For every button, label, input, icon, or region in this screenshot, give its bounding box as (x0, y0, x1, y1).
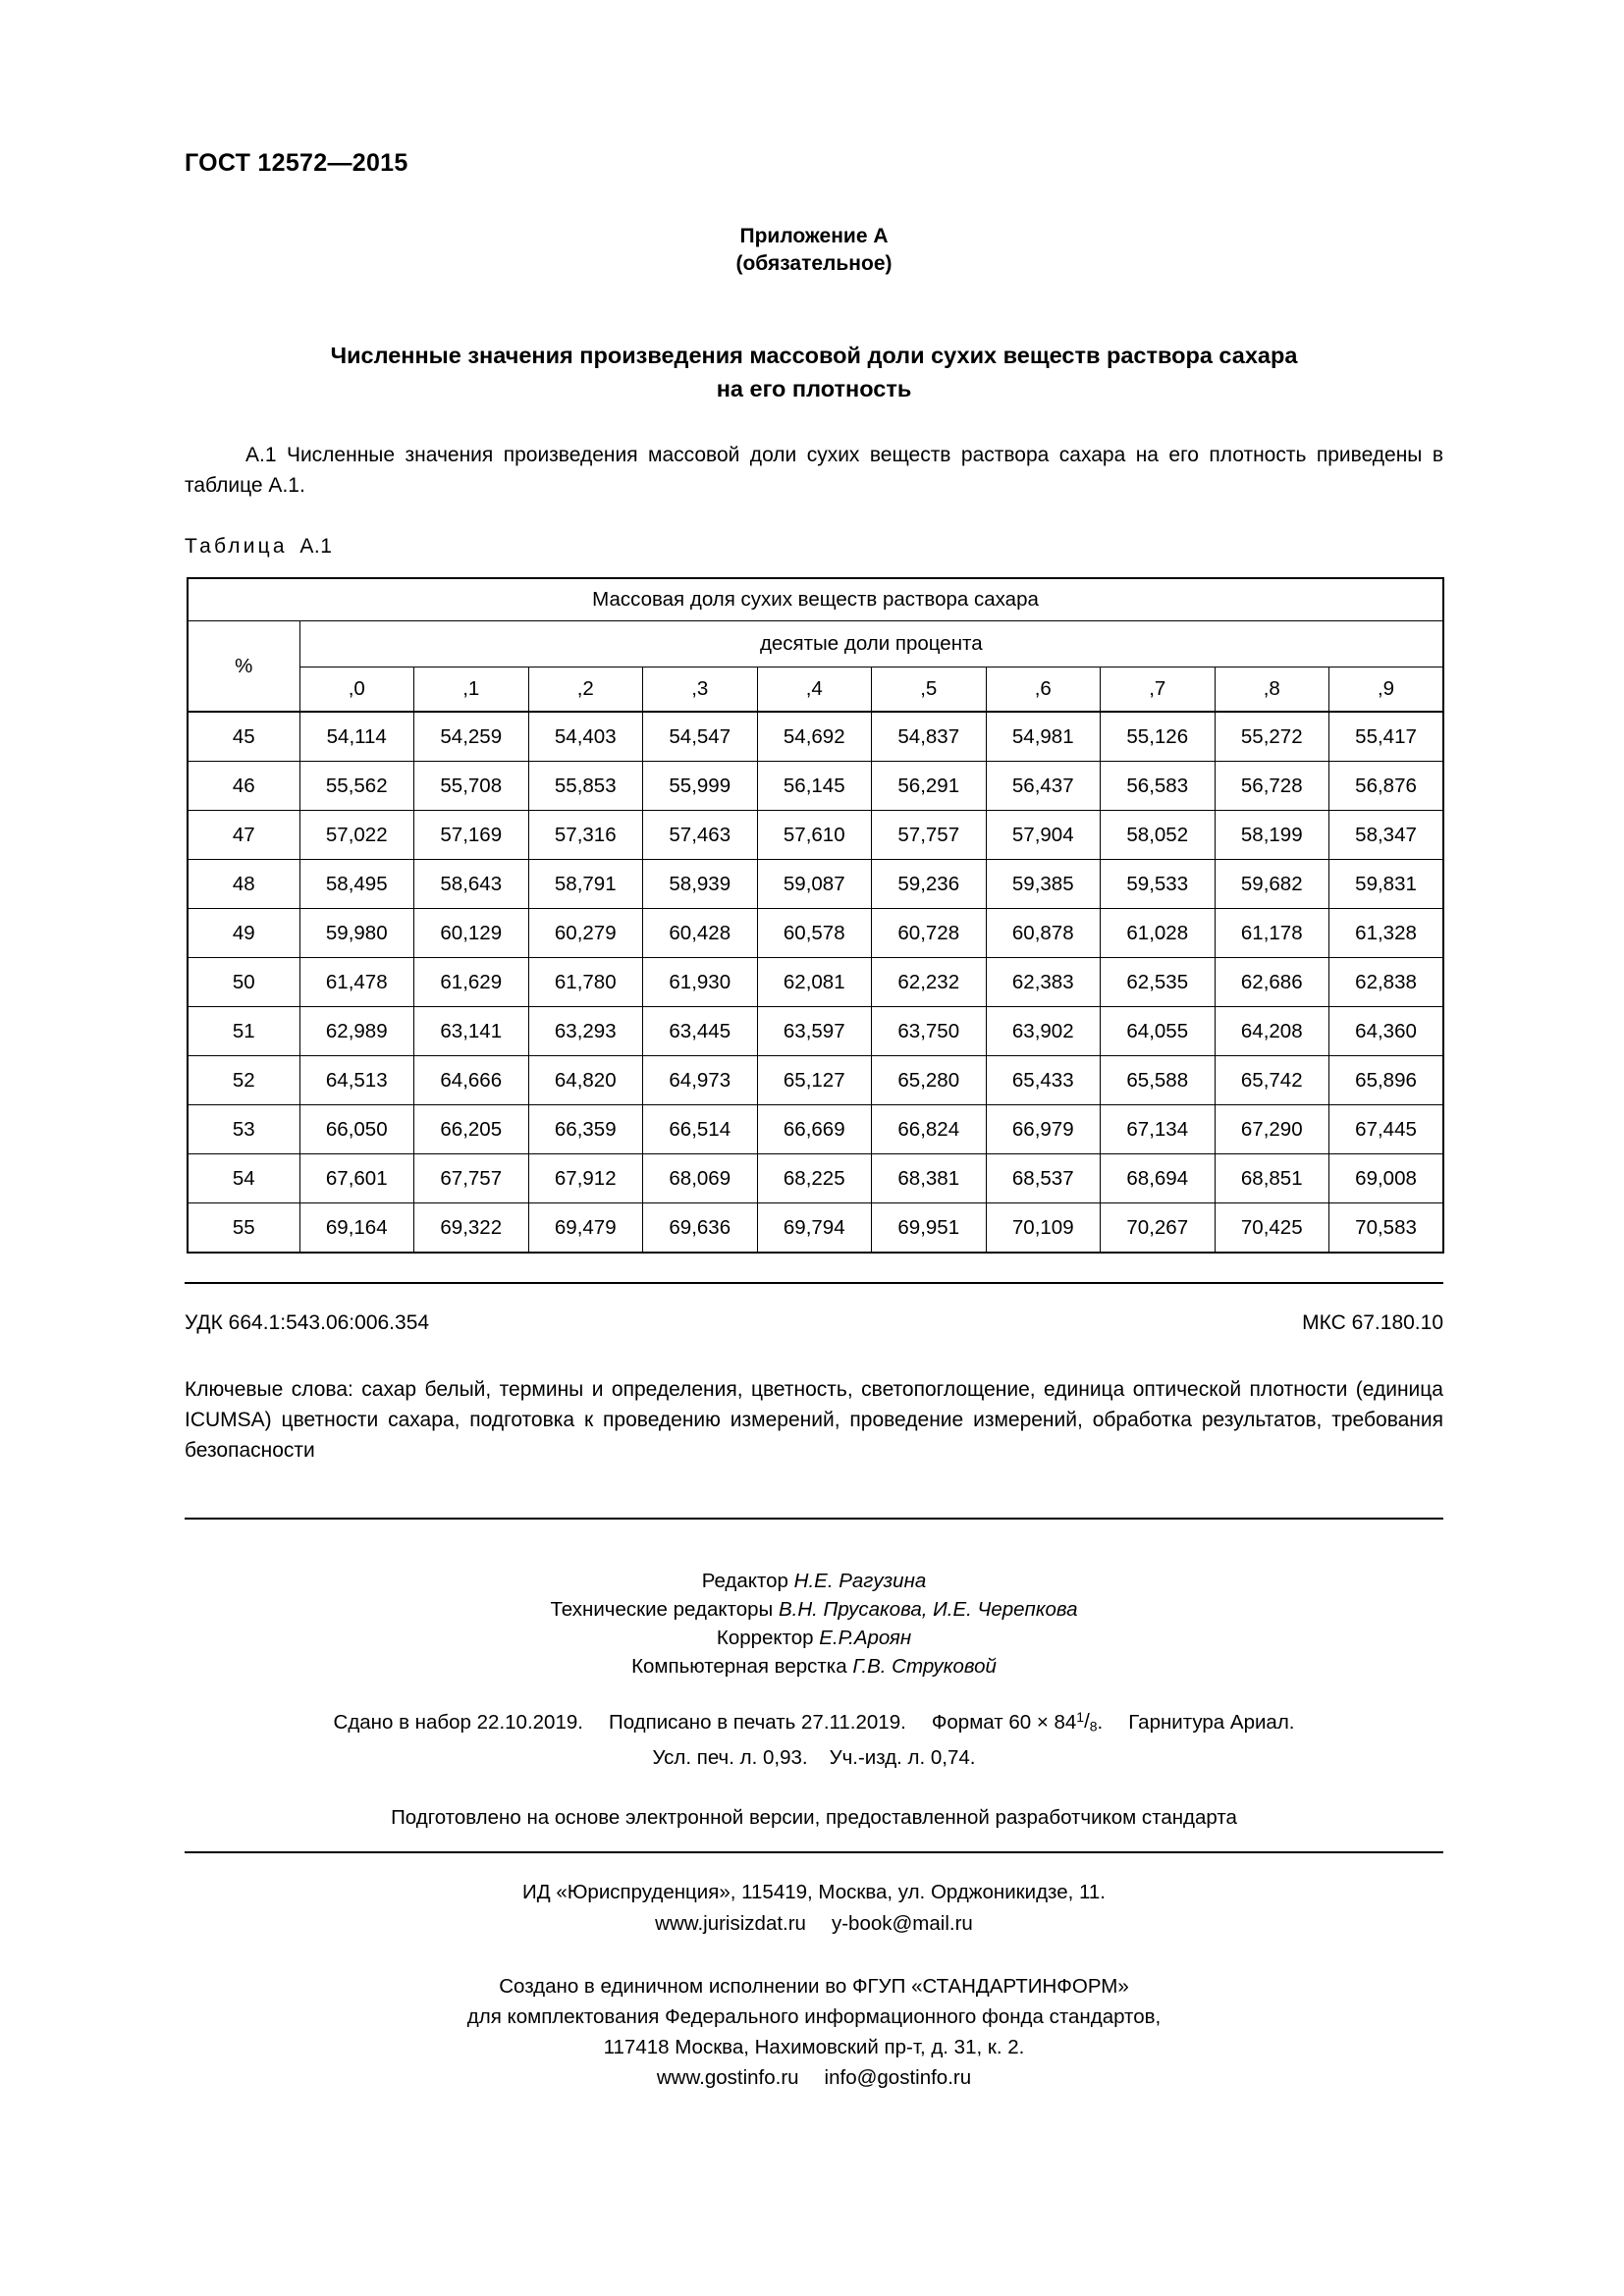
appendix-label: Приложение А (739, 225, 889, 247)
table-cell: 55,562 (299, 762, 414, 811)
table-cell: 62,383 (986, 958, 1101, 1007)
table-cell: 58,791 (528, 860, 643, 909)
table-header-row-span (188, 578, 1443, 621)
prepared-note: Подготовлено на основе электронной версии, предоставленной разработчиком стандарта (391, 1806, 1237, 1829)
table-cell: 59,087 (757, 860, 872, 909)
table-row-percent: 46 (188, 762, 299, 811)
data-table-wrapper (187, 577, 1442, 1254)
credit-corrector-name: Е.Р.Ароян (819, 1627, 912, 1649)
credit-editor-label: Редактор (701, 1570, 788, 1592)
table-cell: 61,629 (414, 958, 529, 1007)
table-cell: 63,141 (414, 1007, 529, 1056)
table-row-percent: 49 (188, 909, 299, 958)
print-info-line-2 (185, 1742, 1443, 1773)
table-cell: 69,636 (643, 1203, 758, 1254)
table-row-percent: 47 (188, 811, 299, 860)
table-cell: 56,728 (1215, 762, 1329, 811)
document-code: ГОСТ 12572—2015 (185, 149, 408, 177)
table-cell: 64,820 (528, 1056, 643, 1105)
table-cell: 70,267 (1101, 1203, 1216, 1254)
table-cell: 68,851 (1215, 1154, 1329, 1203)
table-cell: 68,537 (986, 1154, 1101, 1203)
standartinform-line-1: Создано в единичном исполнении во ФГУП «СТАНДАРТИНФОРМ» (499, 1975, 1129, 1998)
table-col-header: ,4 (757, 667, 872, 713)
print-format-tail: . (1097, 1710, 1104, 1734)
table-row (188, 958, 1443, 1007)
table-row-percent: 52 (188, 1056, 299, 1105)
table-cell: 68,694 (1101, 1154, 1216, 1203)
table-cell: 64,973 (643, 1056, 758, 1105)
table-cell: 59,980 (299, 909, 414, 958)
table-cell: 61,178 (1215, 909, 1329, 958)
table-cell: 55,708 (414, 762, 529, 811)
table-cell: 65,433 (986, 1056, 1101, 1105)
table-cell: 56,876 (1329, 762, 1444, 811)
table-cell: 59,831 (1329, 860, 1444, 909)
publisher-email[interactable]: y-book@mail.ru (831, 1912, 973, 1935)
print-uch: Уч.-изд. л. 0,74. (829, 1746, 976, 1770)
table-cell: 55,999 (643, 762, 758, 811)
table-cell: 67,912 (528, 1154, 643, 1203)
table-cell: 65,896 (1329, 1056, 1444, 1105)
table-cell: 56,583 (1101, 762, 1216, 811)
table-row (188, 712, 1443, 762)
table-header-percent: % (188, 621, 299, 713)
print-format-numerator: 1 (1076, 1709, 1085, 1725)
intro-text: А.1 Численные значения произведения массовой доли сухих веществ раствора сахара на его плотность приведены в таблице А.1. (185, 444, 1443, 497)
publisher-block (185, 1877, 1443, 1940)
table-cell: 59,533 (1101, 860, 1216, 909)
table-cell: 61,028 (1101, 909, 1216, 958)
table-col-header: ,5 (872, 667, 987, 713)
table-cell: 62,838 (1329, 958, 1444, 1007)
table-cell: 63,597 (757, 1007, 872, 1056)
table-cell: 61,780 (528, 958, 643, 1007)
table-cell: 55,126 (1101, 712, 1216, 762)
table-cell: 60,129 (414, 909, 529, 958)
table-cell: 66,669 (757, 1105, 872, 1154)
table-cell: 64,208 (1215, 1007, 1329, 1056)
table-cell: 65,588 (1101, 1056, 1216, 1105)
table-cell: 68,225 (757, 1154, 872, 1203)
table-row (188, 1203, 1443, 1254)
table-cell: 69,008 (1329, 1154, 1444, 1203)
table-cell: 58,199 (1215, 811, 1329, 860)
table-cell: 56,291 (872, 762, 987, 811)
table-caption (185, 535, 332, 559)
print-typeface: Гарнитура Ариал. (1128, 1710, 1295, 1734)
table-row (188, 811, 1443, 860)
table-cell: 65,127 (757, 1056, 872, 1105)
table-cell: 58,643 (414, 860, 529, 909)
credit-corrector-label: Корректор (716, 1627, 814, 1649)
table-cell: 54,259 (414, 712, 529, 762)
table-cell: 66,205 (414, 1105, 529, 1154)
table-cell: 54,403 (528, 712, 643, 762)
table-cell: 60,428 (643, 909, 758, 958)
table-cell: 54,547 (643, 712, 758, 762)
table-cell: 69,322 (414, 1203, 529, 1254)
table-cell: 56,437 (986, 762, 1101, 811)
table-header-row-cols (188, 667, 1443, 713)
table-cell: 66,050 (299, 1105, 414, 1154)
table-row (188, 1105, 1443, 1154)
table-cell: 58,939 (643, 860, 758, 909)
intro-paragraph (185, 440, 1443, 501)
table-cell: 54,114 (299, 712, 414, 762)
table-cell: 60,279 (528, 909, 643, 958)
credit-corrector (185, 1624, 1443, 1652)
table-cell: 54,837 (872, 712, 987, 762)
table-header-tenths: десятые доли процента (299, 621, 1443, 667)
credit-tech-editors-names: В.Н. Прусакова, И.Е. Черепкова (778, 1598, 1078, 1621)
publisher-address: ИД «Юриспруденция», 115419, Москва, ул. Орджоникидзе, 11. (522, 1881, 1106, 1903)
table-cell: 57,463 (643, 811, 758, 860)
table-cell: 57,169 (414, 811, 529, 860)
table-row (188, 860, 1443, 909)
table-cell: 64,360 (1329, 1007, 1444, 1056)
table-cell: 69,479 (528, 1203, 643, 1254)
print-format-fraction: $^1/_8$ (1076, 1709, 1098, 1735)
table-cell: 62,686 (1215, 958, 1329, 1007)
table-cell: 70,583 (1329, 1203, 1444, 1254)
table-cell: 57,610 (757, 811, 872, 860)
table-col-header: ,0 (299, 667, 414, 713)
credit-layout-name: Г.В. Струковой (852, 1655, 997, 1678)
table-cell: 68,381 (872, 1154, 987, 1203)
table-cell: 66,514 (643, 1105, 758, 1154)
table-cell: 64,666 (414, 1056, 529, 1105)
table-col-header: ,3 (643, 667, 758, 713)
table-cell: 62,081 (757, 958, 872, 1007)
standartinform-website[interactable]: www.gostinfo.ru (656, 2066, 799, 2089)
table-cell: 67,290 (1215, 1105, 1329, 1154)
appendix-heading (185, 223, 1443, 278)
table-cell: 61,478 (299, 958, 414, 1007)
table-cell: 62,232 (872, 958, 987, 1007)
table-cell: 66,824 (872, 1105, 987, 1154)
table-cell: 67,757 (414, 1154, 529, 1203)
standartinform-line-3: 117418 Москва, Нахимовский пр-т, д. 31, к. 2. (603, 2036, 1025, 2058)
table-cell: 59,385 (986, 860, 1101, 909)
divider-below-keywords (185, 1518, 1443, 1520)
divider-above-udk (185, 1282, 1443, 1284)
table-row (188, 1154, 1443, 1203)
credit-editor-name: Н.Е. Рагузина (793, 1570, 927, 1592)
table-cell: 58,052 (1101, 811, 1216, 860)
table-cell: 65,742 (1215, 1056, 1329, 1105)
table-cell: 65,280 (872, 1056, 987, 1105)
keywords-paragraph: Ключевые слова: сахар белый, термины и определения, цветность, светопоглощение, единица оптической плотности (единица ICUMSA) цветности сахара, подготовка к проведению измерений, проведение измерений, обработка результатов, требования безопасности (185, 1378, 1443, 1462)
appendix-status: (обязательное) (735, 252, 893, 275)
table-col-header: ,6 (986, 667, 1101, 713)
print-signed: Подписано в печать 27.11.2019. (608, 1710, 906, 1734)
credits-block (185, 1567, 1443, 1681)
print-usl: Усл. печ. л. 0,93. (652, 1746, 808, 1770)
table-cell: 57,316 (528, 811, 643, 860)
classification-line (185, 1311, 1443, 1335)
table-cell: 57,904 (986, 811, 1101, 860)
credit-editor (185, 1567, 1443, 1595)
table-cell: 63,445 (643, 1007, 758, 1056)
table-row-percent: 55 (188, 1203, 299, 1254)
table-cell: 54,981 (986, 712, 1101, 762)
table-row-percent: 54 (188, 1154, 299, 1203)
table-cell: 66,979 (986, 1105, 1101, 1154)
table-col-header: ,1 (414, 667, 529, 713)
page-title-line-2: на его плотность (716, 376, 912, 401)
table-cell: 67,601 (299, 1154, 414, 1203)
divider-above-publisher (185, 1851, 1443, 1853)
table-col-header: ,8 (1215, 667, 1329, 713)
table-cell: 64,055 (1101, 1007, 1216, 1056)
data-table (187, 577, 1444, 1254)
table-cell: 57,757 (872, 811, 987, 860)
credit-tech-editors (185, 1595, 1443, 1624)
table-cell: 63,750 (872, 1007, 987, 1056)
standartinform-line-2: для комплектования Федерального информационного фонда стандартов, (466, 2005, 1162, 2028)
credit-tech-editors-label: Технические редакторы (550, 1598, 774, 1621)
table-cell: 57,022 (299, 811, 414, 860)
table-caption-number: А.1 (299, 535, 333, 558)
table-row (188, 1007, 1443, 1056)
table-cell: 70,425 (1215, 1203, 1329, 1254)
page-title-line-1: Численные значения произведения массовой доли сухих веществ раствора сахара (330, 343, 1298, 368)
publisher-website[interactable]: www.jurisizdat.ru (655, 1912, 806, 1935)
table-body (188, 712, 1443, 1253)
table-col-header: ,9 (1329, 667, 1444, 713)
table-cell: 59,682 (1215, 860, 1329, 909)
table-cell: 64,513 (299, 1056, 414, 1105)
table-cell: 59,236 (872, 860, 987, 909)
table-row-percent: 50 (188, 958, 299, 1007)
table-cell: 60,878 (986, 909, 1101, 958)
standartinform-email[interactable]: info@gostinfo.ru (824, 2066, 972, 2089)
table-row-percent: 51 (188, 1007, 299, 1056)
table-cell: 61,930 (643, 958, 758, 1007)
standartinform-block (185, 1971, 1443, 2093)
print-format-label: Формат 60 × 84 (931, 1710, 1077, 1734)
table-cell: 60,578 (757, 909, 872, 958)
table-cell: 66,359 (528, 1105, 643, 1154)
table-cell: 67,445 (1329, 1105, 1444, 1154)
print-info-block (185, 1703, 1443, 1773)
page-title (185, 339, 1443, 405)
mks-code: МКС 67.180.10 (1302, 1311, 1443, 1334)
table-cell: 62,535 (1101, 958, 1216, 1007)
table-header-main: Массовая доля сухих веществ раствора сахара (188, 578, 1443, 621)
table-cell: 55,272 (1215, 712, 1329, 762)
table-cell: 60,728 (872, 909, 987, 958)
table-cell: 55,853 (528, 762, 643, 811)
table-cell: 58,495 (299, 860, 414, 909)
table-row (188, 1056, 1443, 1105)
print-info-line-1 (185, 1703, 1443, 1742)
table-cell: 63,902 (986, 1007, 1101, 1056)
table-col-header: ,7 (1101, 667, 1216, 713)
table-cell: 63,293 (528, 1007, 643, 1056)
table-cell: 69,794 (757, 1203, 872, 1254)
table-caption-label: Таблица (185, 535, 288, 558)
table-cell: 54,692 (757, 712, 872, 762)
table-cell: 61,328 (1329, 909, 1444, 958)
publisher-contacts (185, 1908, 1443, 1940)
table-cell: 55,417 (1329, 712, 1444, 762)
table-row (188, 909, 1443, 958)
table-cell: 67,134 (1101, 1105, 1216, 1154)
table-row-percent: 48 (188, 860, 299, 909)
print-submitted: Сдано в набор 22.10.2019. (333, 1710, 583, 1734)
table-cell: 56,145 (757, 762, 872, 811)
table-cell: 69,951 (872, 1203, 987, 1254)
table-row (188, 762, 1443, 811)
table-row-percent: 53 (188, 1105, 299, 1154)
credit-layout (185, 1652, 1443, 1681)
table-head (188, 578, 1443, 712)
table-cell: 68,069 (643, 1154, 758, 1203)
table-cell: 70,109 (986, 1203, 1101, 1254)
standartinform-contacts (185, 2062, 1443, 2093)
table-cell: 69,164 (299, 1203, 414, 1254)
credit-layout-label: Компьютерная верстка (631, 1655, 847, 1678)
table-cell: 58,347 (1329, 811, 1444, 860)
table-header-row-sub (188, 621, 1443, 667)
print-format-denominator: 8 (1089, 1718, 1098, 1735)
table-cell: 62,989 (299, 1007, 414, 1056)
table-row-percent: 45 (188, 712, 299, 762)
table-col-header: ,2 (528, 667, 643, 713)
udk-code: УДК 664.1:543.06:006.354 (185, 1311, 430, 1334)
